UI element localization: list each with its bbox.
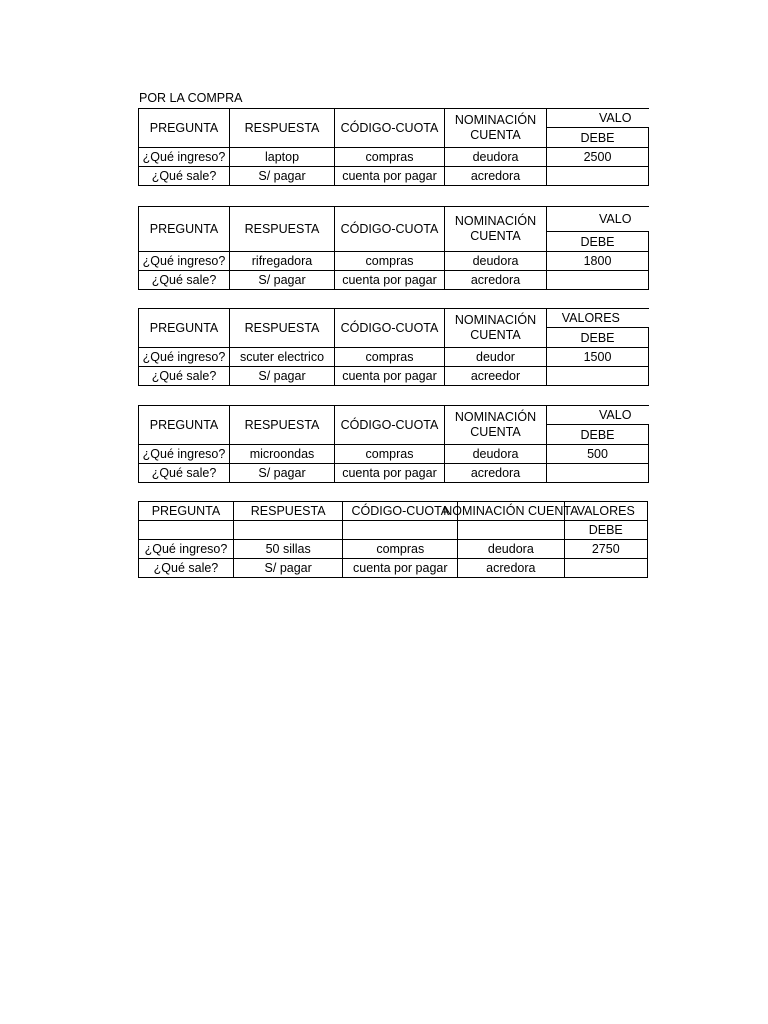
header-debe: DEBE	[547, 425, 649, 445]
cell-nominacion: acredora	[445, 271, 547, 290]
header-pregunta: PREGUNTA	[139, 502, 234, 521]
cell-respuesta: 50 sillas	[233, 540, 343, 559]
cell-nominacion: deudora	[445, 445, 547, 464]
header-debe: DEBE	[547, 232, 649, 252]
header-nominacion-cuenta: NOMINACIÓN CUENTA	[445, 406, 547, 445]
header-pregunta: PREGUNTA	[139, 309, 230, 348]
cell-pregunta: ¿Qué ingreso?	[139, 252, 230, 271]
cell-nominacion: acreedor	[445, 367, 547, 386]
cell-respuesta: scuter electrico	[230, 348, 335, 367]
section-title: POR LA COMPRA	[139, 91, 243, 105]
cell-codigo: compras	[335, 148, 445, 167]
header-nominacion-cuenta	[443, 502, 579, 521]
purchase-table-1	[138, 108, 632, 186]
cell-pregunta: ¿Qué sale?	[139, 559, 234, 578]
cell-nominacion: acredora	[445, 464, 547, 483]
header-respuesta: RESPUESTA	[230, 309, 335, 348]
header-valores-label: VALO	[599, 212, 632, 226]
cell-nominacion: deudor	[445, 348, 547, 367]
cell-codigo: cuenta por pagar	[335, 464, 445, 483]
cell-pregunta: ¿Qué ingreso?	[139, 540, 234, 559]
cell-debe: 1500	[547, 348, 649, 367]
cell-pregunta: ¿Qué ingreso?	[139, 445, 230, 464]
header-nominacion-cuenta: NOMINACIÓN CUENTA	[445, 207, 547, 252]
header-codigo-cuota: CÓDIGO-CUOTA	[335, 309, 445, 348]
header-codigo-cuota: CÓDIGO-CUOTA	[335, 406, 445, 445]
header-respuesta: RESPUESTA	[230, 109, 335, 148]
cell-nominacion: acredora	[445, 167, 547, 186]
cell-nominacion: deudora	[445, 252, 547, 271]
cell-nominacion: acredora	[458, 559, 564, 578]
cell-pregunta: ¿Qué sale?	[139, 167, 230, 186]
cell-nominacion: deudora	[445, 148, 547, 167]
header-codigo-cuota: CÓDIGO-CUOTA	[335, 207, 445, 252]
header-valores	[547, 207, 649, 232]
cell-debe	[547, 271, 649, 290]
cell-respuesta: S/ pagar	[230, 367, 335, 386]
header-codigo-cuota: CÓDIGO-CUOTA	[335, 109, 445, 148]
empty-cell	[343, 521, 458, 540]
header-respuesta: RESPUESTA	[230, 406, 335, 445]
header-nominacion-label: NOMINACIÓN CUENTA	[443, 503, 579, 518]
cell-respuesta: S/ pagar	[230, 271, 335, 290]
cell-codigo: cuenta por pagar	[335, 271, 445, 290]
header-pregunta: PREGUNTA	[139, 109, 230, 148]
cell-debe	[547, 167, 649, 186]
cell-respuesta: rifregadora	[230, 252, 335, 271]
cell-codigo: cuenta por pagar	[335, 367, 445, 386]
purchase-table-3	[138, 308, 628, 386]
cell-pregunta: ¿Qué sale?	[139, 367, 230, 386]
header-nominacion-cuenta: NOMINACIÓN CUENTA	[445, 309, 547, 348]
header-valores-label: VALO	[599, 111, 632, 125]
empty-cell	[139, 521, 234, 540]
header-valores-label: VALO	[599, 408, 632, 422]
cell-pregunta: ¿Qué ingreso?	[139, 148, 230, 167]
header-debe: DEBE	[547, 328, 649, 348]
header-nominacion-cuenta: NOMINACIÓN CUENTA	[445, 109, 547, 148]
header-respuesta: RESPUESTA	[230, 207, 335, 252]
cell-debe	[564, 559, 647, 578]
cell-respuesta: S/ pagar	[233, 559, 343, 578]
header-debe: DEBE	[547, 128, 649, 148]
cell-pregunta: ¿Qué sale?	[139, 464, 230, 483]
header-debe: DEBE	[564, 521, 647, 540]
header-valores	[547, 309, 649, 328]
header-valores	[547, 109, 649, 128]
cell-debe: 1800	[547, 252, 649, 271]
empty-cell	[458, 521, 564, 540]
purchase-table-4	[138, 405, 632, 483]
empty-cell	[233, 521, 343, 540]
cell-codigo: cuenta por pagar	[335, 167, 445, 186]
cell-nominacion: deudora	[458, 540, 564, 559]
cell-pregunta: ¿Qué sale?	[139, 271, 230, 290]
cell-respuesta: laptop	[230, 148, 335, 167]
header-respuesta: RESPUESTA	[233, 502, 343, 521]
cell-codigo: compras	[335, 252, 445, 271]
cell-debe	[547, 367, 649, 386]
header-pregunta: PREGUNTA	[139, 406, 230, 445]
header-codigo-cuota: CÓDIGO-CUOTA	[343, 502, 458, 521]
header-valores-label: VALORES	[561, 311, 620, 325]
cell-codigo: compras	[335, 348, 445, 367]
cell-respuesta: S/ pagar	[230, 167, 335, 186]
cell-debe	[547, 464, 649, 483]
cell-respuesta: S/ pagar	[230, 464, 335, 483]
cell-codigo: cuenta por pagar	[343, 559, 458, 578]
cell-pregunta: ¿Qué ingreso?	[139, 348, 230, 367]
cell-debe: 2500	[547, 148, 649, 167]
header-pregunta: PREGUNTA	[139, 207, 230, 252]
cell-respuesta: microondas	[230, 445, 335, 464]
cell-debe: 2750	[564, 540, 647, 559]
purchase-table-2	[138, 206, 632, 290]
purchase-table-5	[138, 501, 635, 578]
header-valores	[547, 406, 649, 425]
cell-codigo: compras	[335, 445, 445, 464]
cell-debe: 500	[547, 445, 649, 464]
header-valores: VALORES	[564, 502, 647, 521]
cell-codigo: compras	[343, 540, 458, 559]
